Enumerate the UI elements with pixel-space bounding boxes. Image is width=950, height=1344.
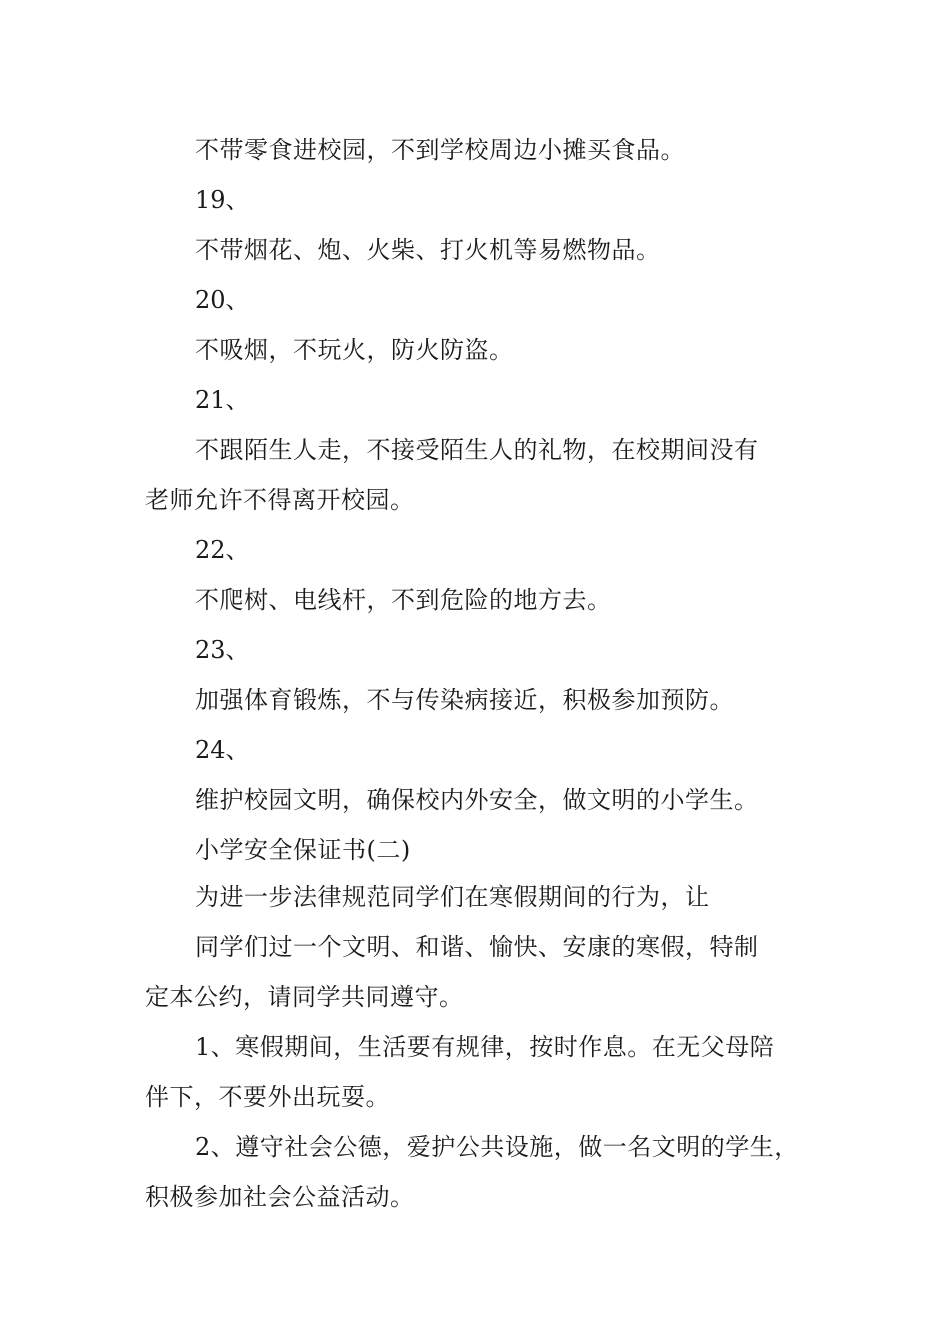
text-line: 2、遵守社会公德，爱护公共设施，做一名文明的学生， <box>195 1133 799 1161</box>
item-number: 23、 <box>195 636 250 664</box>
text-line-continued: 老师允许不得离开校园。 <box>145 486 415 514</box>
item-number: 21、 <box>195 386 250 414</box>
item-number: 24、 <box>195 736 250 764</box>
text-line-continued: 定本公约，请同学共同遵守。 <box>145 983 464 1011</box>
text-line: 不吸烟，不玩火，防火防盗。 <box>195 336 514 364</box>
item-number: 22、 <box>195 536 250 564</box>
text-line: 加强体育锻炼，不与传染病接近，积极参加预防。 <box>195 686 734 714</box>
text-line: 1、寒假期间，生活要有规律，按时作息。在无父母陪 <box>195 1033 775 1061</box>
text-line: 为进一步法律规范同学们在寒假期间的行为，让 <box>195 883 710 911</box>
item-number: 20、 <box>195 286 250 314</box>
text-line: 不带零食进校园，不到学校周边小摊买食品。 <box>195 136 685 164</box>
text-line: 不带烟花、炮、火柴、打火机等易燃物品。 <box>195 236 661 264</box>
item-number: 19、 <box>195 186 250 214</box>
text-line: 不跟陌生人走，不接受陌生人的礼物，在校期间没有 <box>195 436 759 464</box>
text-line: 不爬树、电线杆，不到危险的地方去。 <box>195 586 612 614</box>
text-line: 维护校园文明，确保校内外安全，做文明的小学生。 <box>195 786 759 814</box>
text-line: 同学们过一个文明、和谐、愉快、安康的寒假，特制 <box>195 933 759 961</box>
text-line-continued: 积极参加社会公益活动。 <box>145 1183 415 1211</box>
text-line-continued: 伴下，不要外出玩耍。 <box>145 1083 390 1111</box>
section-title: 小学安全保证书(二) <box>195 836 411 864</box>
